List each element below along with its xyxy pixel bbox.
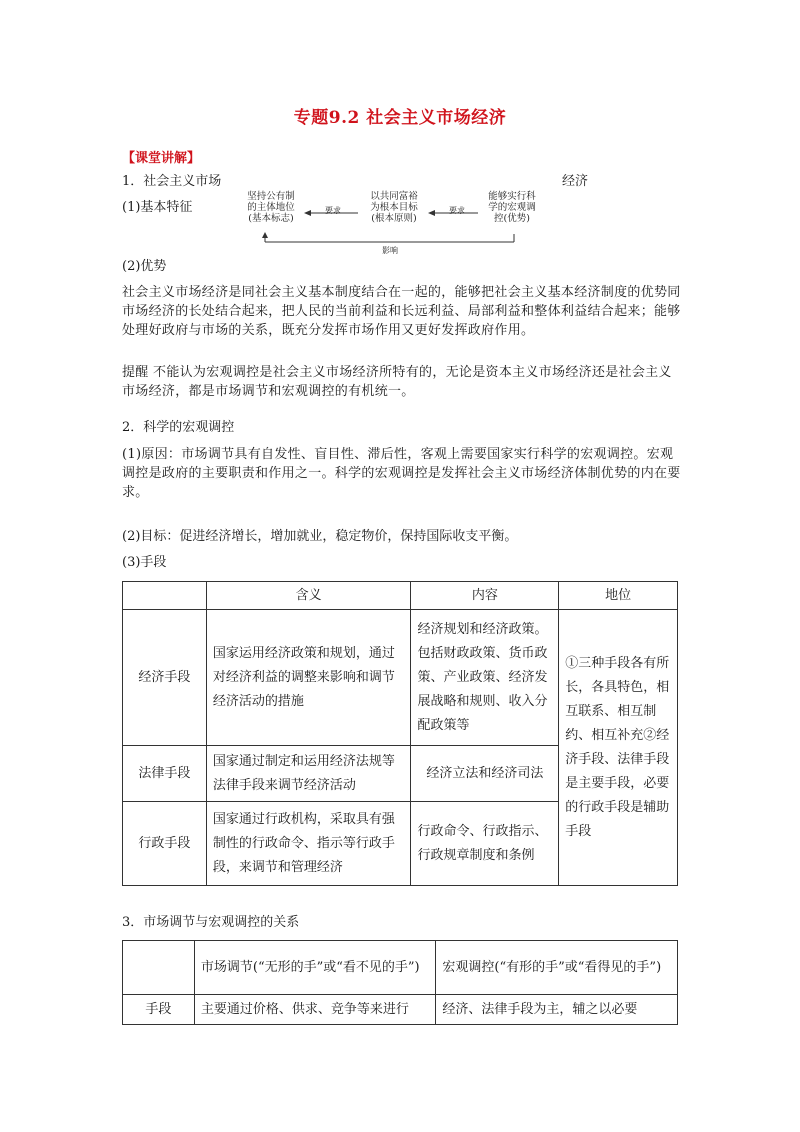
s3-heading: 3．市场调节与宏观调控的关系 bbox=[122, 915, 300, 930]
row-macro: 经济、法律手段为主，辅之以必要 bbox=[436, 995, 678, 1025]
s1-paragraph-advantage: 社会主义市场经济是同社会主义基本制度结合在一起的，能够把社会主义基本经济制度的优势同市场经济的长处结合起来，把人民的当前利益和长远利益、局部利益和整体利益结合起来；能够处理好政府与市场的关系，既充分发挥市场作用又更好发挥政府作用。 bbox=[122, 285, 681, 338]
table-row bbox=[123, 995, 678, 1025]
table-header-cell: 市场调节(“无形的手”或“看不见的手”) bbox=[194, 941, 436, 995]
diagram-bottom-label: 影响 bbox=[382, 246, 398, 255]
diagram-box-public-ownership: 坚持公有制 的主体地位 (基本标志) bbox=[247, 191, 295, 224]
table-row bbox=[123, 610, 678, 746]
means-table bbox=[122, 581, 678, 886]
row-content: 经济立法和经济司法 bbox=[411, 746, 559, 802]
row-status: ①三种手段各有所长，各具特色，相互联系、相互制约、相互补充②经济手段、法律手段是主要手段，必要的行政手段是辅助手段 bbox=[559, 610, 678, 886]
s2-heading: 2．科学的宏观调控 bbox=[122, 420, 235, 435]
table-header-cell: 宏观调控(“有形的手”或“看得见的手”) bbox=[436, 941, 678, 995]
table-header-row bbox=[123, 941, 678, 995]
row-meaning: 国家通过制定和运用经济法规等法律手段来调节经济活动 bbox=[206, 746, 411, 802]
diagram-box-common-prosperity: 以共同富裕 为根本目标 (根本原则) bbox=[370, 191, 418, 224]
row-meaning: 国家通过行政机构，采取具有强制性的行政命令、指示等行政手段，来调节和管理经济 bbox=[206, 802, 411, 886]
row-content: 经济规划和经济政策。包括财政政策、货币政策、产业政策、经济发展战略和规则、收入分配政策等 bbox=[411, 610, 559, 746]
table-header-cell: 地位 bbox=[559, 582, 678, 610]
relation-table bbox=[122, 940, 678, 1025]
s1-paragraph-reminder: 提醒 不能认为宏观调控是社会主义市场经济所特有的，无论是资本主义市场经济还是社会主义市场经济，都是市场调节和宏观调控的有机统一。 bbox=[122, 365, 672, 399]
row-name: 行政手段 bbox=[123, 802, 207, 886]
s1-heading-b: 经济 bbox=[562, 174, 589, 189]
row-name: 法律手段 bbox=[123, 746, 207, 802]
diagram-arrow-label-2: 要求 bbox=[449, 206, 465, 215]
table-header-cell: 含义 bbox=[206, 582, 411, 610]
s1-sub-features: (1)基本特征 bbox=[122, 200, 193, 215]
row-meaning: 国家运用经济政策和规划，通过对经济利益的调整来影响和调节经济活动的措施 bbox=[206, 610, 411, 746]
s2-reason: (1)原因：市场调节具有自发性、盲目性、滞后性，客观上需要国家实行科学的宏观调控。宏观调控是政府的主要职责和作用之一。科学的宏观调控是发挥社会主义市场经济体制优势的内在要求。 bbox=[122, 447, 681, 500]
section-label: 【课堂讲解】 bbox=[122, 151, 201, 166]
table-header-row bbox=[123, 582, 678, 610]
diagram-box-macro-control: 能够实行科 学的宏观调 控(优势) bbox=[488, 191, 536, 224]
s2-goal: (2)目标：促进经济增长，增加就业，稳定物价，保持国际收支平衡。 bbox=[122, 529, 518, 544]
diagram-arrow-label-1: 要求 bbox=[325, 206, 341, 215]
table-header-cell bbox=[123, 582, 207, 610]
table-header-cell bbox=[123, 941, 195, 995]
page-title: 专题9.2 社会主义市场经济 bbox=[293, 108, 507, 128]
row-name: 经济手段 bbox=[123, 610, 207, 746]
s1-sub-advantage: (2)优势 bbox=[122, 259, 167, 274]
row-market: 主要通过价格、供求、竞争等来进行 bbox=[194, 995, 436, 1025]
s1-heading-a: 1．社会主义市场 bbox=[122, 174, 222, 189]
table-header-cell: 内容 bbox=[411, 582, 559, 610]
row-name: 手段 bbox=[123, 995, 195, 1025]
row-content: 行政命令、行政指示、行政规章制度和条例 bbox=[411, 802, 559, 886]
s2-means: (3)手段 bbox=[122, 555, 167, 570]
